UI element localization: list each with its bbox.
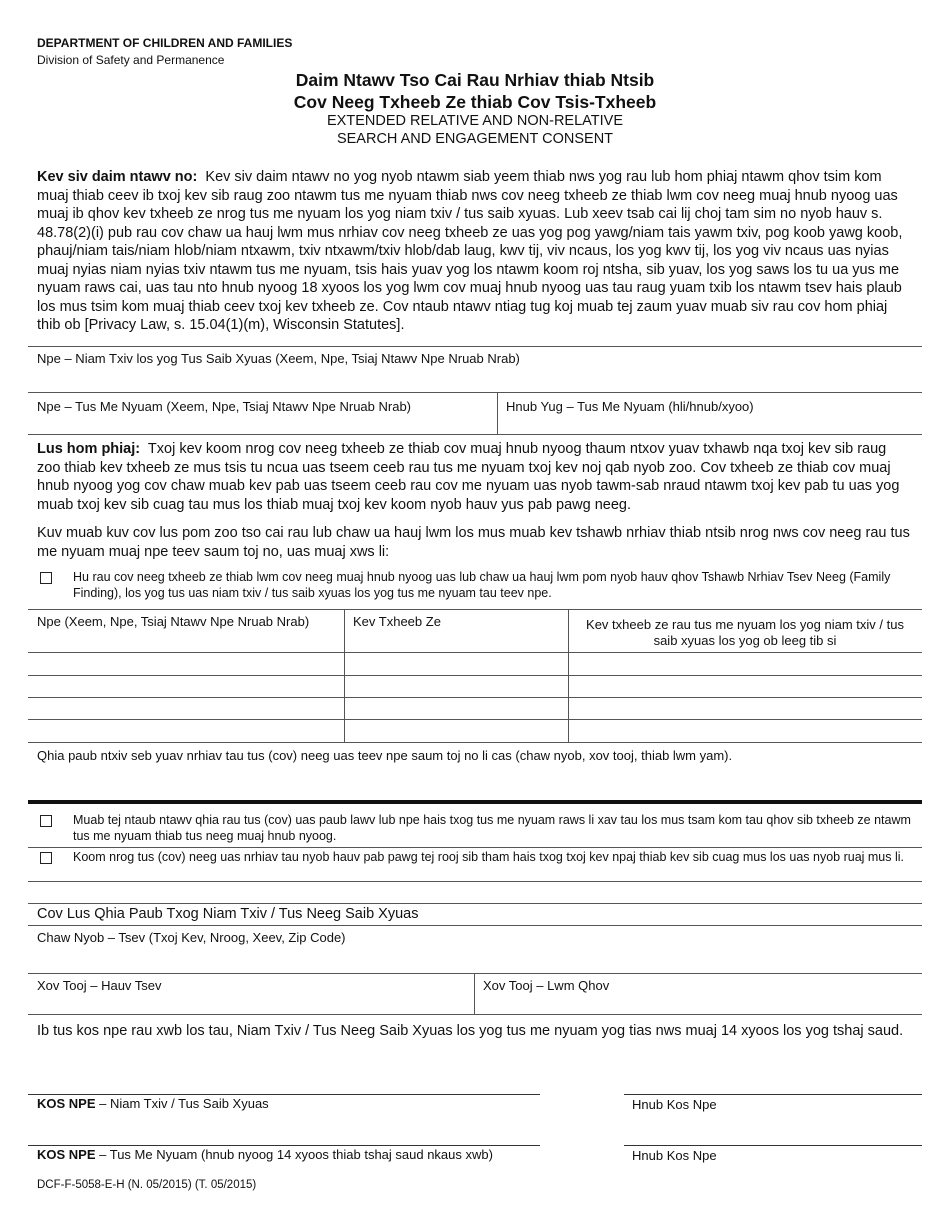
child-name-label: Npe – Tus Me Nyuam (Xeem, Npe, Tsiaj Ntawv Npe Nruab Nrab) <box>37 399 412 414</box>
parent-name-field[interactable] <box>28 366 922 392</box>
signature-note: Ib tus kos npe rau xwb los tau, Niam Txiv / Tus Neeg Saib Xyuas los yog tus me nyuam yog tias nws muaj 14 xyoos los yog tshaj saud. <box>37 1023 904 1039</box>
work-phone-label: Xov Tooj – Lwm Qhov <box>483 978 610 993</box>
department-name: DEPARTMENT OF CHILDREN AND FAMILIES <box>37 36 293 50</box>
address-field[interactable] <box>28 946 922 973</box>
parent-signature-date-label: Hnub Kos Npe <box>632 1097 717 1112</box>
table-row[interactable] <box>28 698 344 719</box>
home-phone-field[interactable] <box>28 994 474 1014</box>
purpose-paragraph <box>37 440 913 514</box>
child-signature-date-field[interactable] <box>624 1124 922 1144</box>
division-name: Division of Safety and Permanence <box>37 53 225 67</box>
share-info-text: Muab tej ntaub ntawv qhia rau tus (cov) uas paub lawv lub npe hais txog tus me nyuam raws li xav tau los mus tsam kom tau qhov sib txheeb ze ntawm tus me nyuam thiab tus neeg muaj hnub nyoog. <box>73 813 911 843</box>
parent-name-label: Npe – Niam Txiv los yog Tus Saib Xyuas (Xeem, Npe, Tsiaj Ntawv Npe Nruab Nrab) <box>37 351 520 366</box>
family-finding-checkbox[interactable] <box>40 572 52 584</box>
join-meetings-checkbox[interactable] <box>40 852 52 864</box>
contact-section-title: Cov Lus Qhia Paub Txog Niam Txiv / Tus Neeg Saib Xyuas <box>37 906 419 922</box>
usage-paragraph <box>37 168 913 335</box>
table-header-relationship: Kev Txheeb Ze <box>353 614 441 629</box>
parent-signature-label: KOS NPE – Niam Txiv / Tus Saib Xyuas <box>37 1096 269 1111</box>
purpose-text: Txoj kev koom nrog cov neeg txheeb ze thiab cov muaj hnub nyoog thaum ntxov yuav txhawb nqa txoj kev sib raug zoo thiab kev txheeb ze mus tsis tu ncua uas tseem ceeb rau tus me nyuam txoj kev noj qab nyob zoo. Cov txheeb ze thiab cov muaj hnub nyoog yog cov chaw muab kev pab uas tseem ceeb rau cov me nyuam uas nyob tawm-sab nraud ntawm txoj kev pab tu uas yog muab txoj kev sib cuag tau mus los thiab muaj txoj kev koom nyob hauv yus pab pawg neeg. <box>37 441 900 513</box>
parent-signature-date-field[interactable] <box>624 1073 922 1093</box>
home-phone-label: Xov Tooj – Hauv Tsev <box>37 978 162 993</box>
child-signature-date-label: Hnub Kos Npe <box>632 1148 717 1163</box>
parent-signature-field[interactable] <box>28 1073 540 1093</box>
child-signature-label: KOS NPE – Tus Me Nyuam (hnub nyoog 14 xyoos thiab tshaj saud nkaus xwb) <box>37 1147 493 1162</box>
title-hmong-line1: Daim Ntawv Tso Cai Rau Nrhiav thiab Ntsib <box>295 70 655 90</box>
child-dob-field[interactable] <box>498 414 922 434</box>
title-hmong-line2: Cov Neeg Txheeb Ze thiab Cov Tsis-Txheeb <box>293 92 657 112</box>
table-header-name: Npe (Xeem, Npe, Tsiaj Ntawv Npe Nruab Nrab) <box>37 614 310 629</box>
child-dob-label: Hnub Yug – Tus Me Nyuam (hli/hnub/xyoo) <box>506 399 754 414</box>
family-finding-text: Hu rau cov neeg txheeb ze thiab lwm cov neeg muaj hnub nyoog uas lub chaw ua hauj lwm pom nyob hauv qhov Tshawb Nrhiav Tsev Neeg (Family Finding), los yog tus uas niam txiv / tus saib xyuas los yog tus me nyuam tau teev npe. <box>73 570 891 600</box>
address-label: Chaw Nyob – Tsev (Txoj Kev, Nroog, Xeev, Zip Code) <box>37 930 346 945</box>
share-info-checkbox[interactable] <box>40 815 52 827</box>
usage-text: Kev siv daim ntawv no yog nyob ntawm siab yeem thiab nws yog rau lub hom phiaj ntawm qhov tsim kom muaj thiab ceev ib txoj kev sib raug zoo ntawm tus me nyuam thiab nws cov neeg txheeb ze thiab lwm cov neeg muaj hnub nyoog uas muaj ib qhov kev txheeb ze nrog tus me nyuam los yog niam txiv / tus saib xyuas. Lub xeev tsab cai lij choj tam sim no nyob hauv s. 48.78(2)(i) pub rau cov chaw ua hauj lwm mus nrhiav cov neeg txheeb ze uas yog pog yawg/niam tais yawm txiv, pog koob yawg koob, phauj/niam tais/niam hlob/niam ntxawm, txiv ntxawm/txiv hlob/dab laug, kwv tij, viv ncaus, los yog kwv tij, los yog viv ncaus uas nyias muaj nyias niam nyias txiv ntawm tus me nyuam, tsis hais yuav yog los ntawm koom roj ntsha, sib yuav, los yog saws los tu ua yus me nyuam raws cai, uas tau nto hnub nyoog 18 xyoos los yog lwm cov muaj hnub nyoog uas tau raug yuam txib los ntawm tsev hais plaub los mus tsim kom muaj thiab ceev txoj kev txheeb ze. Cov ntaub ntawv ntiag tug koj muab tej zaum yuav muab siv rau cov hom phiaj thib ob [Privacy Law, s. 15.04(1)(m), Wisconsin Statutes]. <box>37 169 903 333</box>
table-row[interactable] <box>28 720 344 742</box>
child-signature-field[interactable] <box>28 1124 540 1144</box>
table-row[interactable] <box>28 653 344 675</box>
work-phone-field[interactable] <box>475 994 922 1014</box>
locate-note: Qhia paub ntxiv seb yuav nrhiav tau tus (cov) neeg uas teev npe saum toj no li cas (chaw nyob, xov tooj, thiab lwm yam). <box>37 748 733 763</box>
purpose-label: Lus hom phiaj: <box>37 441 141 457</box>
join-meetings-text: Koom nrog tus (cov) neeg uas nrhiav tau nyob hauv pab pawg tej rooj sib tham hais txog txoj kev npaj thiab kev sib cuag mus los uas nyob ruaj mus li. <box>73 850 905 864</box>
title-english-line2: SEARCH AND ENGAGEMENT CONSENT <box>336 131 614 147</box>
consent-statement: Kuv muab kuv cov lus pom zoo tso cai rau lub chaw ua hauj lwm los mus muab kev tshawb nrhiav thiab ntsib nrog nws cov neeg rau tus me nyuam muaj npe teev saum toj no, uas muaj xws li: <box>37 525 910 560</box>
table-row[interactable] <box>28 676 344 697</box>
child-name-field[interactable] <box>28 414 497 434</box>
usage-label: Kev siv daim ntawv no: <box>37 169 198 185</box>
title-english-line1: EXTENDED RELATIVE AND NON-RELATIVE <box>327 113 623 129</box>
form-number: DCF-F-5058-E-H (N. 05/2015) (T. 05/2015) <box>37 1179 257 1191</box>
table-header-relation-to: Kev txheeb ze rau tus me nyuam los yog niam txiv / tus saib xyuas los yog ob leeg tib si <box>586 617 904 648</box>
